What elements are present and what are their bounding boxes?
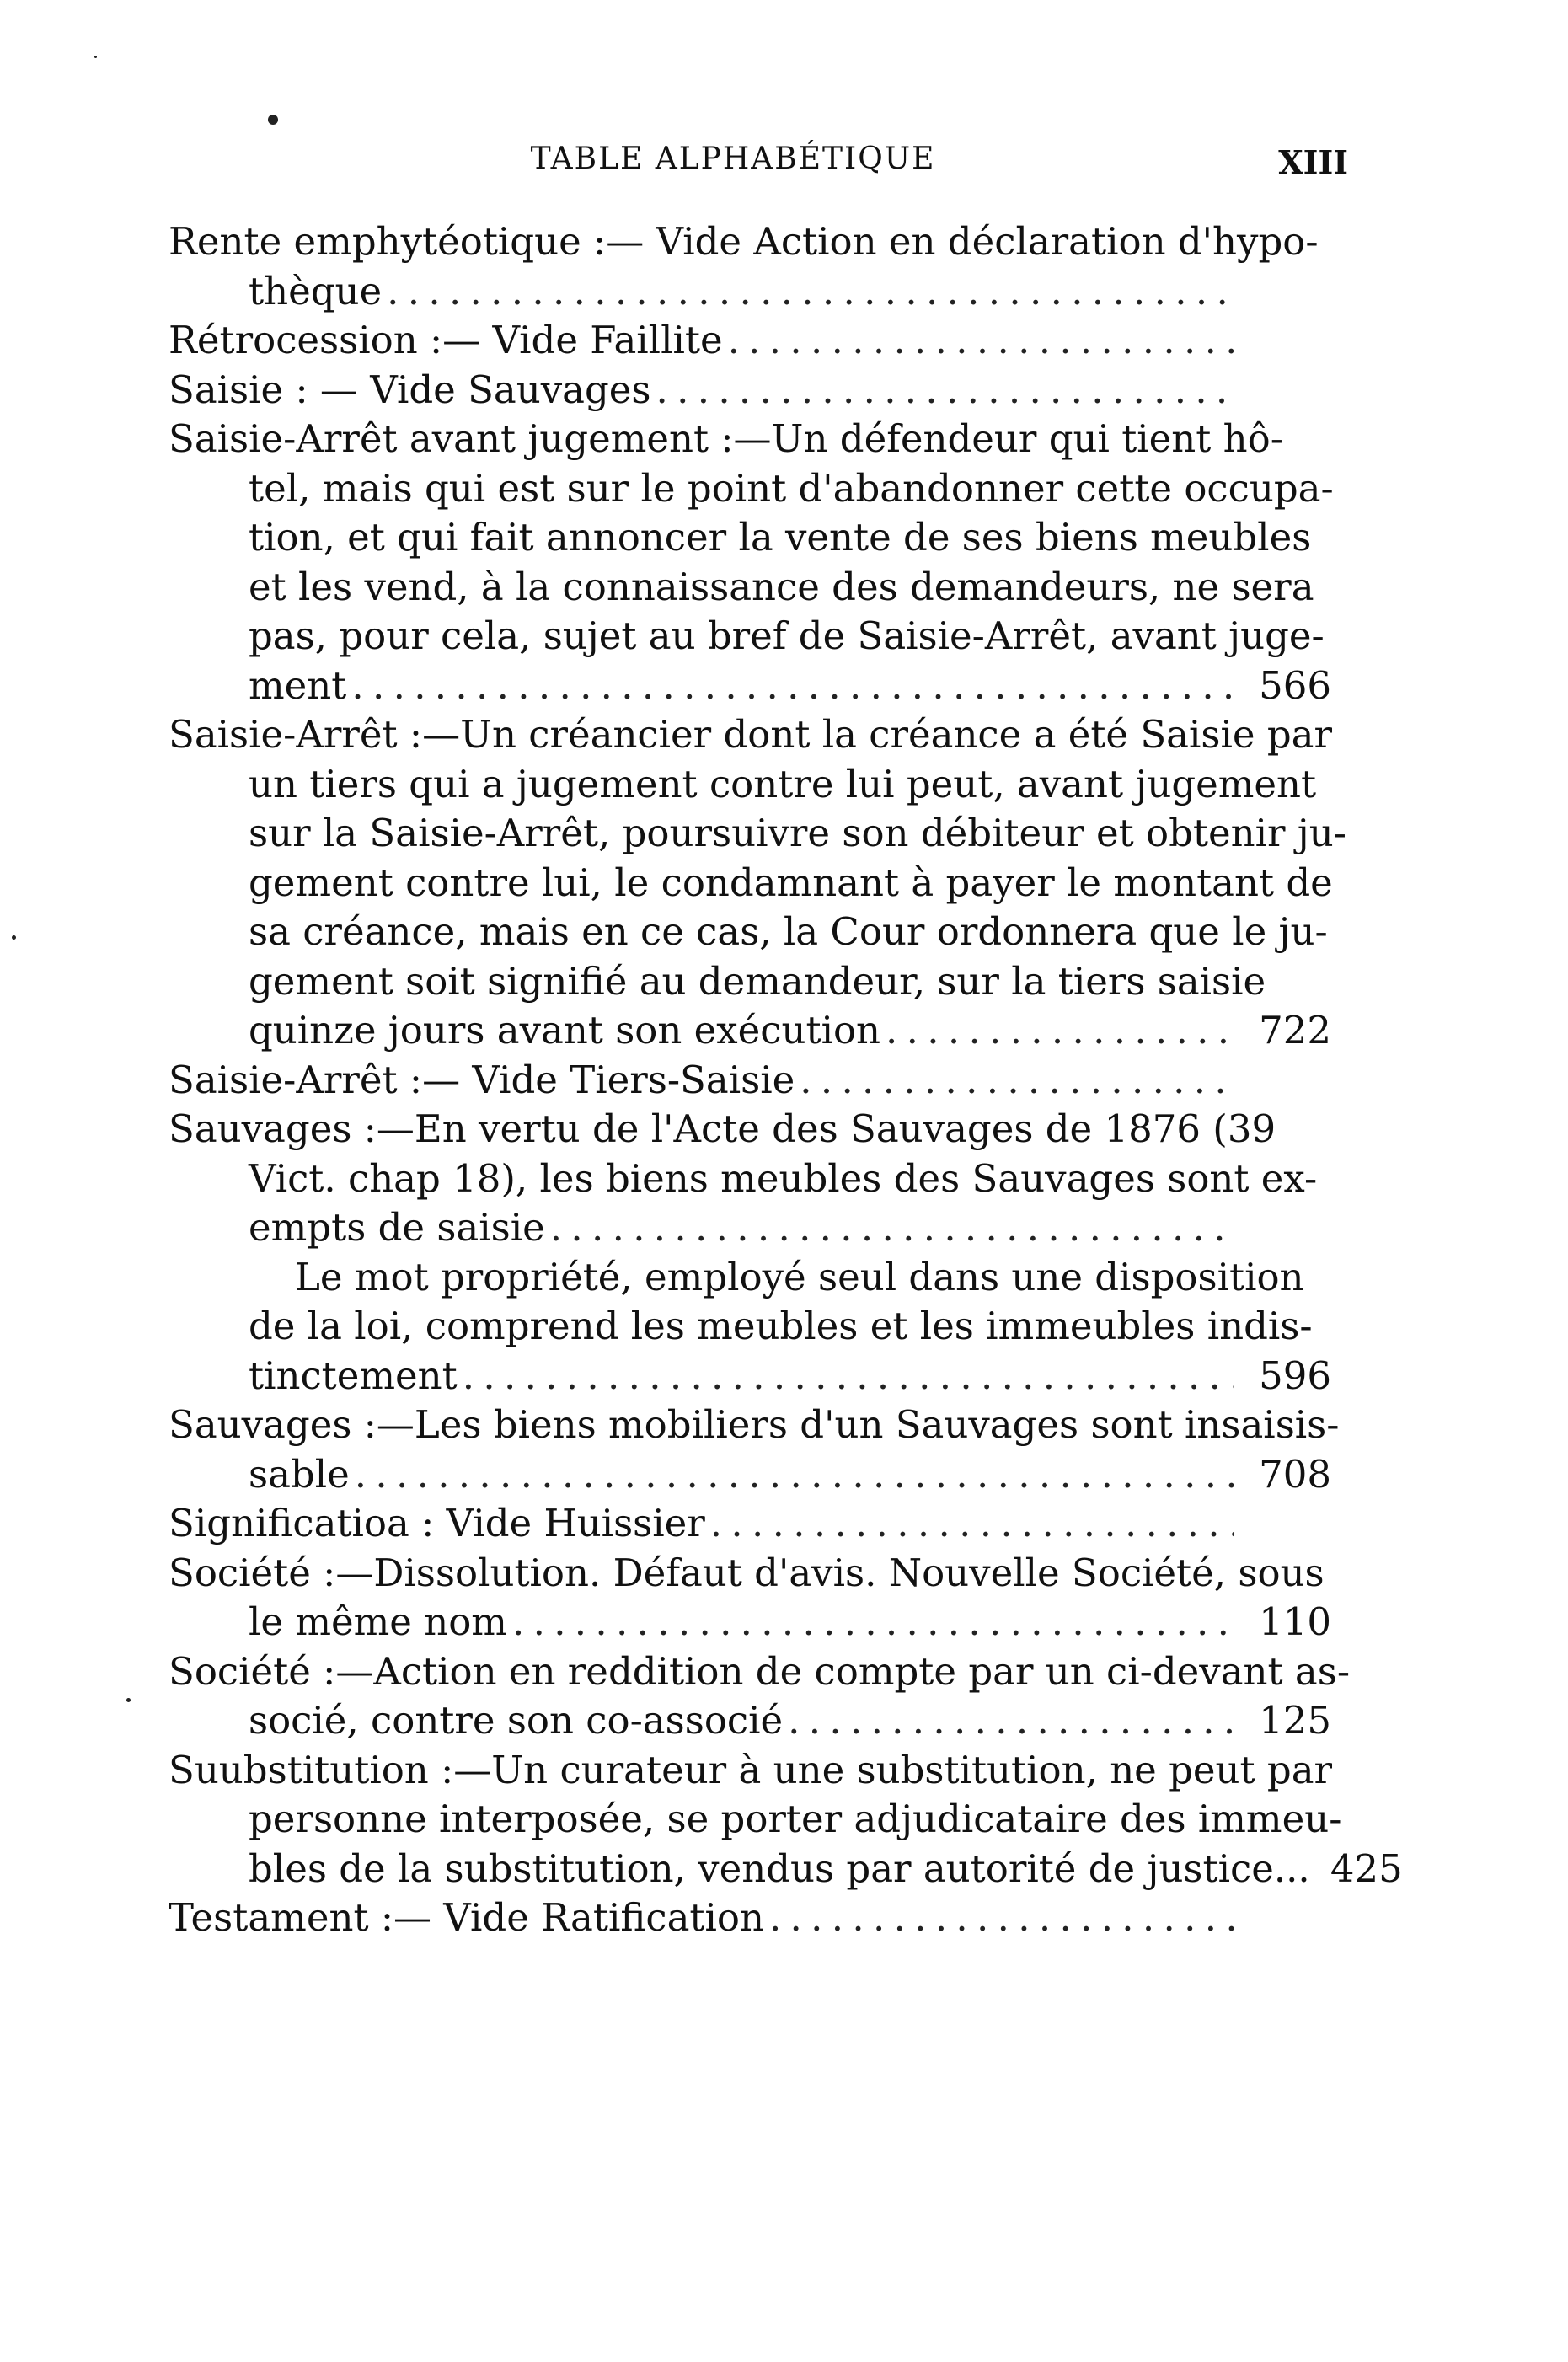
index-entry [169,1647,1351,1746]
entry-line [169,1401,1340,1450]
entry-line-text: empts de saisie [249,1205,545,1250]
entry-line [169,217,1331,267]
entry-line [169,464,1334,514]
entry-line [169,513,1331,563]
entry-line-text: Rétrocession :— Vide Faillite [169,318,723,362]
entry-line-text: tel, mais qui est sur le point d'abandonner cette occupa- [249,465,1334,511]
index-entry [169,217,1331,316]
entry-page-number: 425 [1330,1845,1403,1891]
entry-line [169,415,1331,464]
running-head-title: TABLE ALPHABÉTIQUE [530,142,936,176]
entry-line-text: Sauvages :—Les biens mobiliers d'un Sauvages sont insaisis- [169,1402,1340,1447]
entry-line [169,1893,1331,1943]
entry-line-text: le même nom [249,1599,507,1644]
entry-line-text: thèque [249,268,383,313]
entry-line-text: socié, contre son co-associé [249,1698,784,1743]
entry-page-number: 722 [1259,1008,1331,1052]
entry-line-text: ment [249,662,347,708]
dot-leader [728,316,1234,366]
dot-leader [387,267,1234,317]
dot-leader [351,661,1234,711]
dot-leader [788,1696,1234,1746]
entry-line-text: Significatioa : Vide Huissier [169,1501,705,1545]
entry-line [169,563,1331,613]
entry-line [169,366,1331,415]
entry-line-text: Le mot propriété, employé seul dans une disposition [295,1254,1304,1299]
entry-line [169,908,1331,957]
entry-line-text: Vict. chap 18), les biens meubles des Sauvages sont ex- [249,1155,1318,1201]
index-entry [169,1746,1403,1894]
running-head-page-number: XIII [1278,143,1348,181]
entry-line-text: de la loi, comprend les meubles et les immeubles indis- [249,1304,1313,1348]
entry-page-number: 110 [1259,1599,1331,1644]
index-entry [169,710,1346,1056]
index-entry [169,1549,1331,1647]
entry-line-text: pas, pour cela, sujet au bref de Saisie-Arrêt, avant juge- [249,613,1325,658]
entry-line [169,1154,1331,1204]
entry-page-number: 708 [1259,1451,1331,1497]
entry-line [169,1450,1331,1500]
entry-line-text: et les vend, à la connaissance des demandeurs, ne sera [249,564,1314,609]
dot-leader [800,1056,1234,1106]
entry-line [169,612,1331,661]
entry-line [169,1795,1342,1845]
dot-leader [886,1006,1234,1056]
entry-line-text: tion, et qui fait annoncer la vente de ses biens meubles [249,515,1312,560]
entry-line [169,1746,1331,1796]
entry-line-text: sable [249,1451,350,1497]
entry-line [169,1105,1331,1154]
entry-line [169,1253,1331,1303]
entry-line [169,760,1331,810]
index-entry [169,1401,1340,1499]
entry-line-text: Société :—Dissolution. Défaut d'avis. Nouvelle Société, sous [169,1550,1325,1595]
ink-speck [268,115,278,125]
entry-line [169,661,1331,711]
entry-page-number: 596 [1259,1352,1331,1398]
index-entry [169,1893,1331,1943]
entry-line [169,1696,1331,1746]
dot-leader [656,366,1234,415]
entry-line-text: personne interposée, se porter adjudicataire des immeu- [249,1797,1342,1841]
entry-line [169,316,1331,366]
entry-line [169,1203,1331,1253]
entry-page-number: 125 [1259,1698,1331,1743]
entry-line-text: Suubstitution :—Un curateur à une substitution, ne peut par [169,1747,1333,1792]
dot-leader [710,1499,1234,1549]
entry-line [169,267,1331,317]
index-entry [169,1105,1331,1401]
entry-line-text: Rente emphytéotique :— Vide Action en déclaration d'hypo- [169,219,1319,264]
entry-line-text: quinze jours avant son exécution [249,1008,881,1052]
entry-line [169,1499,1331,1549]
entry-line-text: gement contre lui, le condamnant à payer le montant de [249,860,1333,905]
entry-line [169,1056,1331,1106]
entry-line-text: Saisie : — Vide Sauvages [169,367,651,412]
entry-line-text: Sauvages :—En vertu de l'Acte des Sauvages de 1876 (39 [169,1106,1276,1151]
ink-speck [94,56,97,58]
entry-line-text: tinctement [249,1352,458,1398]
dot-leader [550,1203,1234,1253]
dot-leader [463,1352,1234,1401]
entry-line [169,1647,1351,1697]
entry-line-text: gement soit signifié au demandeur, sur la tiers saisie [249,958,1266,1004]
entry-line [169,710,1331,760]
entry-line [169,809,1346,859]
entry-line-text: sur la Saisie-Arrêt, poursuivre son débiteur et obtenir ju- [249,811,1346,855]
ink-speck [12,935,16,940]
index-entry [169,1056,1331,1106]
entry-line-text: Saisie-Arrêt :—Un créancier dont la créance a été Saisie par [169,712,1332,757]
entry-line-text: un tiers qui a jugement contre lui peut, avant jugement [249,761,1317,806]
entry-line-text: Société :—Action en reddition de compte par un ci-devant as- [169,1648,1351,1694]
entry-line [169,1598,1331,1647]
entry-line [169,1302,1331,1352]
entry-line-text: Saisie-Arrêt avant jugement :—Un défendeur qui tient hô- [169,416,1283,461]
index-entry [169,316,1331,366]
entry-line [169,957,1331,1007]
index-entry [169,366,1331,415]
entry-page-number: 566 [1259,662,1331,708]
entry-line-text: Saisie-Arrêt :— Vide Tiers-Saisie [169,1057,795,1102]
dot-leader [769,1893,1234,1943]
dot-leader [355,1450,1234,1500]
entry-line-text: Testament :— Vide Ratification [169,1895,764,1940]
entry-line [169,1549,1331,1599]
index-entry [169,415,1334,710]
index-entries [169,217,1403,1943]
entry-line [169,859,1331,908]
entry-line [169,1006,1331,1056]
entry-line-text: bles de la substitution, vendus par autorité de justice... [249,1845,1310,1891]
entry-line-text: sa créance, mais en ce cas, la Cour ordonnera que le ju- [249,909,1328,954]
ink-speck [126,1698,131,1702]
entry-line [169,1845,1403,1894]
entry-line [169,1352,1331,1401]
index-entry [169,1499,1331,1549]
dot-leader [512,1598,1234,1647]
